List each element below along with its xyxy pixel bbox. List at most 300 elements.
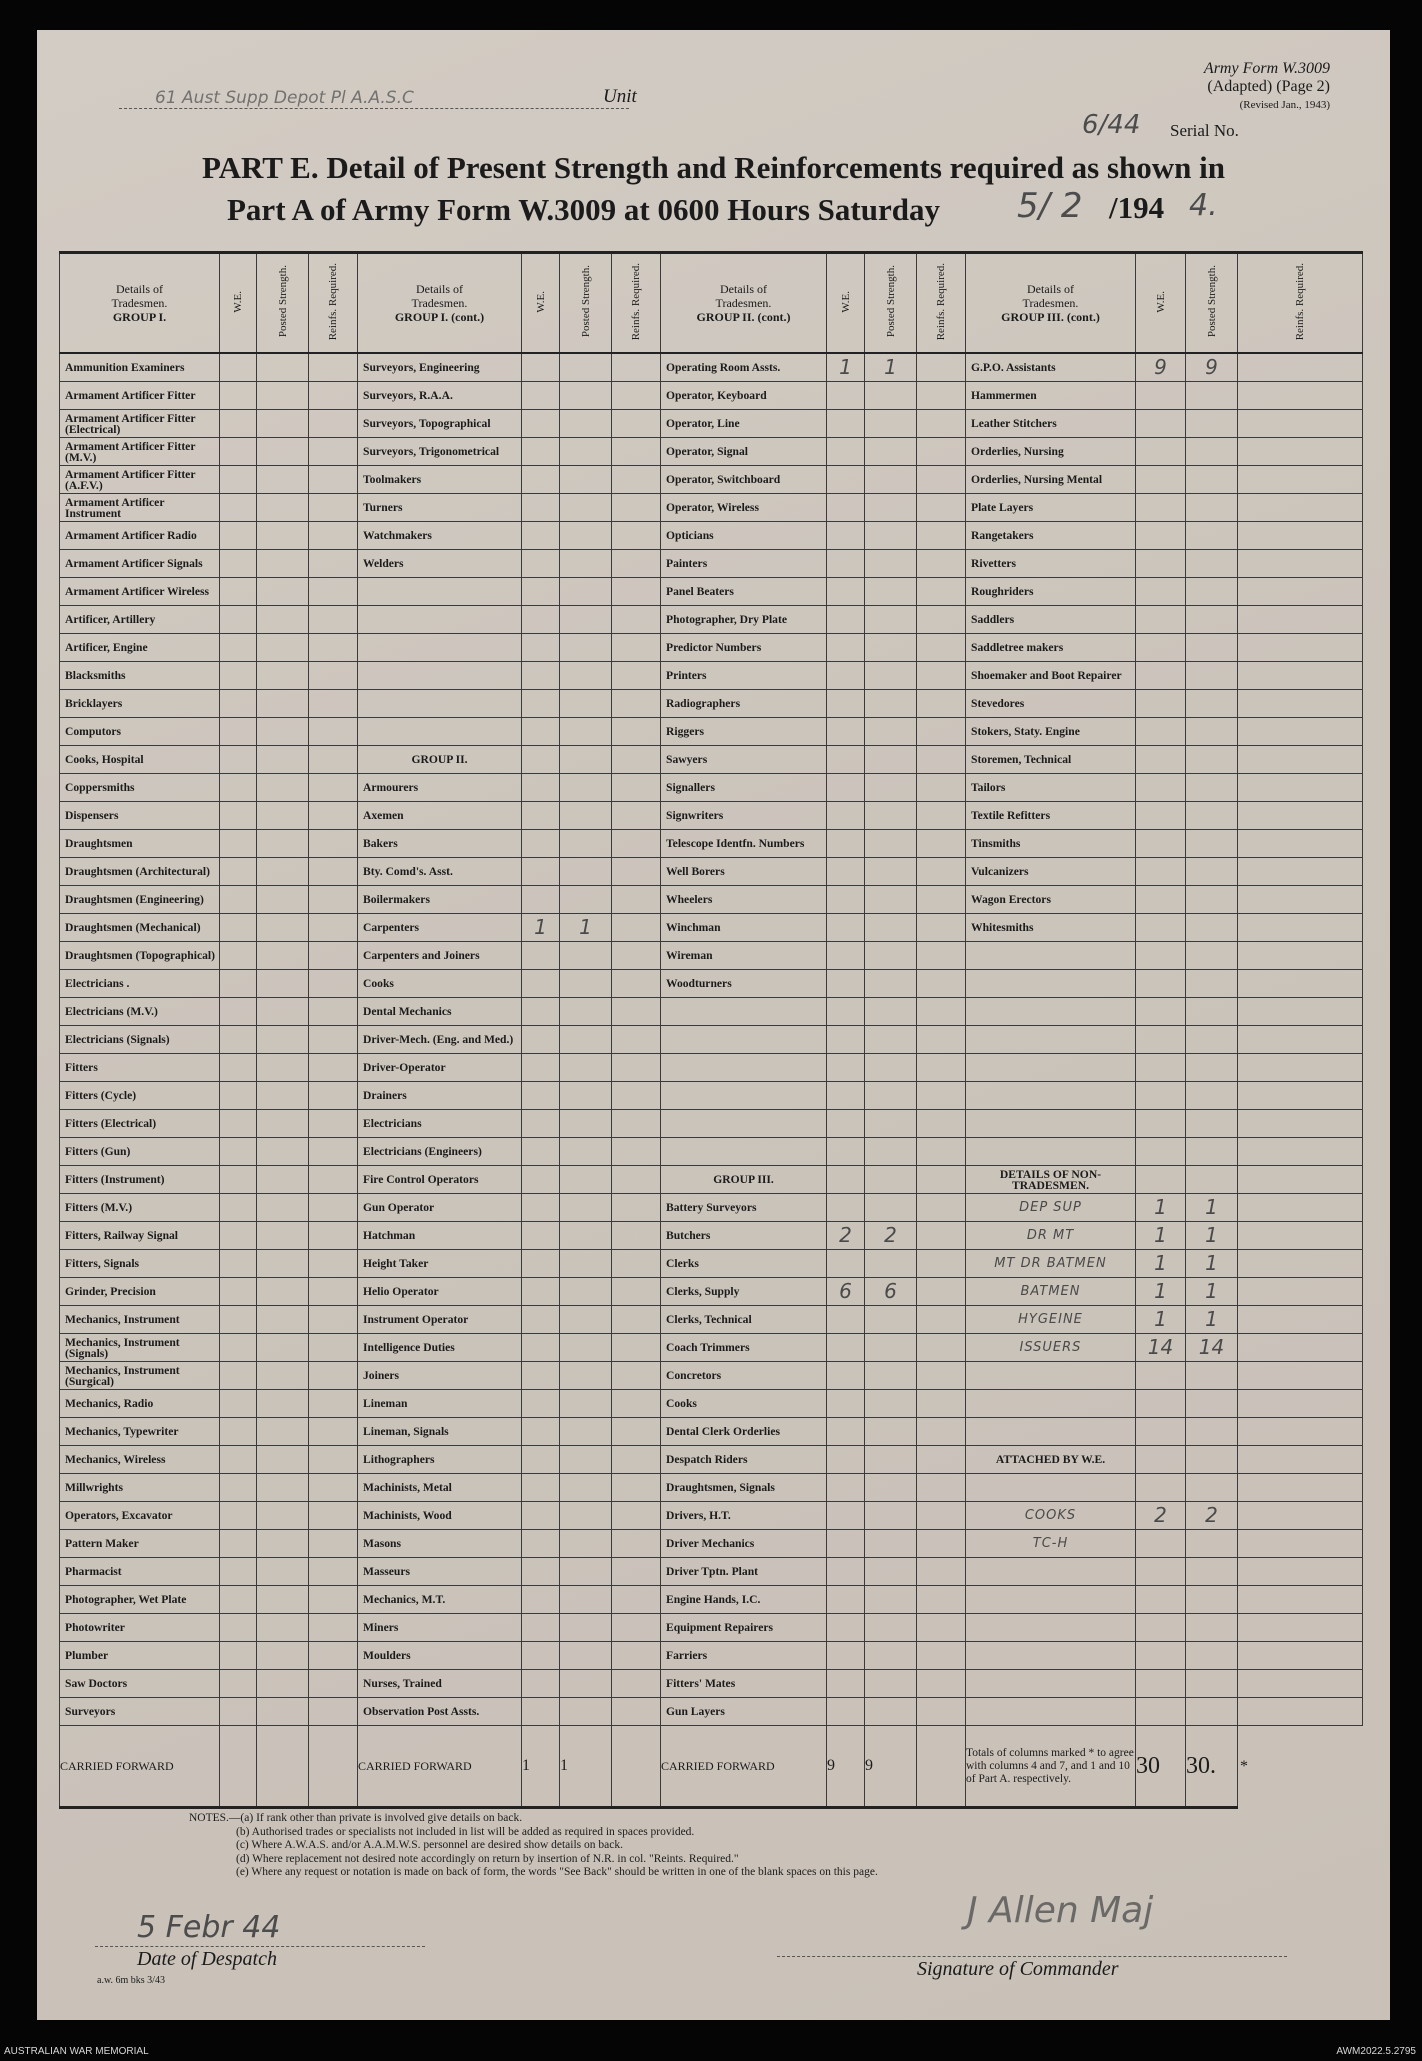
posted-cell: 1 — [1186, 1250, 1238, 1278]
print-code: a.w. 6m bks 3/43 — [97, 1975, 165, 1986]
posted-cell — [865, 1194, 917, 1222]
trade-name: Clerks, Technical — [661, 1306, 827, 1334]
we-cell — [827, 438, 865, 466]
trade-name: Millwrights — [60, 1474, 220, 1502]
posted-cell — [1186, 774, 1238, 802]
reinfs-cell — [917, 1642, 966, 1670]
notes-block — [189, 1812, 1289, 1880]
strength-table — [59, 251, 1363, 1809]
reinfs-cell — [612, 1446, 661, 1474]
trade-name: Clerks — [661, 1250, 827, 1278]
reinfs-cell — [1238, 1306, 1363, 1334]
trade-name: Welders — [358, 550, 522, 578]
table-row — [60, 1558, 1363, 1586]
we-cell: 1 — [1136, 1250, 1186, 1278]
posted-cell: 6 — [865, 1278, 917, 1306]
trade-name: Instrument Operator — [358, 1306, 522, 1334]
we-cell: 1 — [1136, 1278, 1186, 1306]
table-row — [60, 1362, 1363, 1390]
table-row — [60, 1614, 1363, 1642]
header-we: W.E. — [1136, 253, 1186, 354]
posted-cell — [257, 1698, 309, 1726]
reinfs-cell — [612, 466, 661, 494]
posted-cell — [560, 1026, 612, 1054]
reinfs-cell — [1238, 1054, 1363, 1082]
posted-cell — [865, 886, 917, 914]
posted-cell — [1186, 1474, 1238, 1502]
posted-cell — [560, 942, 612, 970]
we-cell — [220, 353, 257, 382]
reinfs-cell — [309, 830, 358, 858]
we-cell — [522, 1054, 560, 1082]
reinfs-cell — [1238, 830, 1363, 858]
we-cell — [220, 1586, 257, 1614]
reinfs-cell — [1238, 1166, 1363, 1194]
posted-cell — [257, 886, 309, 914]
posted-cell — [257, 1082, 309, 1110]
table-row — [60, 1110, 1363, 1138]
we-cell — [220, 1250, 257, 1278]
we-cell — [827, 1698, 865, 1726]
trade-name: Ammunition Examiners — [60, 353, 220, 382]
we-cell — [827, 802, 865, 830]
reinfs-cell — [612, 578, 661, 606]
trade-name: Artificer, Artillery — [60, 606, 220, 634]
posted-cell — [865, 1110, 917, 1138]
posted-cell — [865, 774, 917, 802]
reinfs-cell — [612, 1138, 661, 1166]
trade-name: Armament Artificer Signals — [60, 550, 220, 578]
posted-cell — [257, 1362, 309, 1390]
we-cell — [220, 1418, 257, 1446]
header-reinfs: Reinfs. Required. — [1238, 253, 1363, 354]
reinfs-cell — [612, 1194, 661, 1222]
posted-cell — [1186, 970, 1238, 998]
posted-cell — [560, 353, 612, 382]
we-cell — [827, 746, 865, 774]
we-cell — [1136, 382, 1186, 410]
trade-name: ISSUERS — [966, 1334, 1136, 1362]
trade-name: G.P.O. Assistants — [966, 353, 1136, 382]
posted-cell — [865, 606, 917, 634]
we-cell: 1 — [1136, 1306, 1186, 1334]
trade-name: Mechanics, M.T. — [358, 1586, 522, 1614]
posted-cell — [257, 802, 309, 830]
trade-name: Draughtsmen — [60, 830, 220, 858]
trade-name: Saddlers — [966, 606, 1136, 634]
reinfs-cell — [612, 886, 661, 914]
we-cell — [220, 1278, 257, 1306]
we-cell — [1136, 1362, 1186, 1390]
posted-cell — [560, 1306, 612, 1334]
reinfs-cell — [1238, 438, 1363, 466]
trade-name: Riggers — [661, 718, 827, 746]
posted-cell — [865, 494, 917, 522]
we-cell — [1136, 746, 1186, 774]
carried-forward-label: CARRIED FORWARD — [661, 1726, 827, 1808]
posted-cell — [865, 1166, 917, 1194]
posted-cell — [865, 1054, 917, 1082]
posted-cell — [865, 1026, 917, 1054]
trade-name: Toolmakers — [358, 466, 522, 494]
reinfs-cell — [917, 1166, 966, 1194]
we-cell: 1 — [1136, 1194, 1186, 1222]
we-cell: 6 — [827, 1278, 865, 1306]
table-row — [60, 1334, 1363, 1362]
posted-cell — [257, 1642, 309, 1670]
header-posted: Posted Strength. — [257, 253, 309, 354]
reinfs-cell — [612, 1418, 661, 1446]
we-cell — [522, 1446, 560, 1474]
we-cell — [1136, 774, 1186, 802]
reinfs-cell — [309, 1502, 358, 1530]
reinfs-cell — [1238, 1586, 1363, 1614]
reinfs-cell — [917, 1586, 966, 1614]
reinfs-cell — [917, 1250, 966, 1278]
table-row — [60, 438, 1363, 466]
table-row — [60, 1166, 1363, 1194]
we-cell — [1136, 438, 1186, 466]
table-row — [60, 1054, 1363, 1082]
reinfs-cell — [309, 1306, 358, 1334]
posted-cell — [865, 1334, 917, 1362]
reinfs-cell — [612, 1278, 661, 1306]
reinfs-cell — [1238, 494, 1363, 522]
reinfs-cell — [917, 746, 966, 774]
table-row — [60, 1502, 1363, 1530]
posted-cell — [560, 802, 612, 830]
reinfs-cell — [309, 1138, 358, 1166]
trade-name: Painters — [661, 550, 827, 578]
reinfs-cell — [612, 1642, 661, 1670]
we-cell — [827, 1614, 865, 1642]
reinfs-cell — [309, 1222, 358, 1250]
we-cell — [522, 1082, 560, 1110]
trade-name: Draughtsmen (Architectural) — [60, 858, 220, 886]
reinfs-cell — [917, 1278, 966, 1306]
trade-name: Blacksmiths — [60, 662, 220, 690]
table-row — [60, 410, 1363, 438]
posted-cell — [257, 998, 309, 1026]
posted-cell — [560, 1194, 612, 1222]
reinfs-cell — [1238, 970, 1363, 998]
reinfs-cell — [309, 942, 358, 970]
trade-name: Concretors — [661, 1362, 827, 1390]
trade-name: Turners — [358, 494, 522, 522]
we-cell — [522, 522, 560, 550]
posted-cell — [1186, 858, 1238, 886]
posted-cell — [257, 690, 309, 718]
posted-cell — [257, 466, 309, 494]
posted-cell — [560, 634, 612, 662]
reinfs-cell — [309, 1530, 358, 1558]
we-cell — [522, 382, 560, 410]
we-cell — [1136, 970, 1186, 998]
we-cell — [827, 578, 865, 606]
trade-name: Well Borers — [661, 858, 827, 886]
trade-name: Despatch Riders — [661, 1446, 827, 1474]
trade-name: Axemen — [358, 802, 522, 830]
we-cell — [522, 634, 560, 662]
posted-cell — [560, 494, 612, 522]
reinfs-cell — [309, 1614, 358, 1642]
trade-name: Orderlies, Nursing — [966, 438, 1136, 466]
we-cell — [522, 1390, 560, 1418]
trade-name: Drivers, H.T. — [661, 1502, 827, 1530]
we-cell — [522, 690, 560, 718]
posted-cell — [257, 353, 309, 382]
we-cell — [220, 718, 257, 746]
table-row — [60, 353, 1363, 382]
reinfs-cell — [917, 410, 966, 438]
trade-name: Leather Stitchers — [966, 410, 1136, 438]
we-cell — [220, 886, 257, 914]
reinfs-cell — [917, 1502, 966, 1530]
reinfs-cell — [1238, 1502, 1363, 1530]
we-cell — [220, 746, 257, 774]
trade-name: Shoemaker and Boot Repairer — [966, 662, 1136, 690]
reinfs-cell — [1238, 718, 1363, 746]
trade-name: Lineman, Signals — [358, 1418, 522, 1446]
we-cell — [220, 1334, 257, 1362]
posted-cell: 1 — [1186, 1194, 1238, 1222]
trade-name — [966, 1390, 1136, 1418]
table-row — [60, 1138, 1363, 1166]
posted-cell — [560, 774, 612, 802]
reinfs-cell — [309, 382, 358, 410]
trade-name: Electricians — [358, 1110, 522, 1138]
table-row — [60, 1390, 1363, 1418]
trade-name: Fitters (Cycle) — [60, 1082, 220, 1110]
trade-name: Plumber — [60, 1642, 220, 1670]
we-cell — [1136, 1166, 1186, 1194]
we-cell — [220, 1166, 257, 1194]
trade-name: Operator, Line — [661, 410, 827, 438]
we-cell — [522, 466, 560, 494]
we-cell — [522, 858, 560, 886]
reinfs-cell — [612, 690, 661, 718]
trade-name: COOKS — [966, 1502, 1136, 1530]
we-cell — [220, 1054, 257, 1082]
posted-cell — [257, 1474, 309, 1502]
reinfs-cell — [612, 998, 661, 1026]
trade-name: Armament Artificer Wireless — [60, 578, 220, 606]
we-cell — [827, 1670, 865, 1698]
posted-cell — [1186, 802, 1238, 830]
trade-name: Fitters (M.V.) — [60, 1194, 220, 1222]
trade-name: Woodturners — [661, 970, 827, 998]
we-cell — [522, 1222, 560, 1250]
we-cell — [1136, 550, 1186, 578]
we-cell — [522, 1334, 560, 1362]
reinfs-cell — [612, 606, 661, 634]
trade-name: Saddletree makers — [966, 634, 1136, 662]
posted-cell — [257, 1222, 309, 1250]
trade-name: Armament Artificer Fitter (Electrical) — [60, 410, 220, 438]
trade-name: Dental Mechanics — [358, 998, 522, 1026]
posted-cell: 14 — [1186, 1334, 1238, 1362]
trade-name: Photowriter — [60, 1614, 220, 1642]
we-cell — [220, 1530, 257, 1558]
posted-cell — [865, 382, 917, 410]
reinfs-cell — [612, 1698, 661, 1726]
reinfs-cell — [612, 830, 661, 858]
we-cell — [522, 1614, 560, 1642]
posted-cell — [257, 1558, 309, 1586]
reinfs-cell — [612, 1110, 661, 1138]
table-row — [60, 1642, 1363, 1670]
trade-name: Photographer, Wet Plate — [60, 1586, 220, 1614]
trade-name: Operator, Switchboard — [661, 466, 827, 494]
we-cell — [522, 1250, 560, 1278]
posted-cell — [560, 1614, 612, 1642]
trade-name: Bakers — [358, 830, 522, 858]
reinfs-cell — [917, 550, 966, 578]
posted-cell — [257, 1278, 309, 1306]
posted-cell — [560, 1390, 612, 1418]
we-cell — [827, 690, 865, 718]
trade-name: Printers — [661, 662, 827, 690]
table-row — [60, 662, 1363, 690]
note-line: (c) Where A.W.A.S. and/or A.A.M.W.S. personnel are desired show details on back. — [236, 1839, 623, 1851]
reinfs-cell — [1238, 1418, 1363, 1446]
posted-cell — [1186, 550, 1238, 578]
trade-name: Fitters, Signals — [60, 1250, 220, 1278]
trade-name: Masseurs — [358, 1558, 522, 1586]
trade-name: Fitters, Railway Signal — [60, 1222, 220, 1250]
we-cell — [522, 1138, 560, 1166]
posted-cell — [257, 1026, 309, 1054]
header-reinfs: Reinfs. Required. — [917, 253, 966, 354]
trade-name: Plate Layers — [966, 494, 1136, 522]
reinfs-cell — [612, 914, 661, 942]
reinfs-cell — [917, 970, 966, 998]
reinfs-cell — [917, 914, 966, 942]
we-cell — [1136, 606, 1186, 634]
trade-name: Observation Post Assts. — [358, 1698, 522, 1726]
reinfs-cell — [917, 942, 966, 970]
reinfs-cell — [917, 690, 966, 718]
signature-label: Signature of Commander — [917, 1958, 1119, 1980]
posted-cell — [1186, 606, 1238, 634]
reinfs-cell — [1238, 1278, 1363, 1306]
posted-cell — [865, 1558, 917, 1586]
reinfs-cell — [612, 550, 661, 578]
trade-name: Lithographers — [358, 1446, 522, 1474]
posted-cell — [560, 1586, 612, 1614]
we-cell — [522, 1698, 560, 1726]
reinfs-cell — [917, 382, 966, 410]
reinfs-cell — [309, 1670, 358, 1698]
reinfs-cell — [309, 1110, 358, 1138]
posted-cell — [257, 1250, 309, 1278]
trade-name: Tailors — [966, 774, 1136, 802]
reinfs-cell — [309, 634, 358, 662]
trade-name — [966, 1026, 1136, 1054]
posted-cell — [560, 746, 612, 774]
trade-name — [966, 942, 1136, 970]
serial-label: Serial No. — [1170, 121, 1239, 140]
reinfs-cell — [1238, 774, 1363, 802]
we-cell — [522, 578, 560, 606]
trade-name: Armament Artificer Fitter (M.V.) — [60, 438, 220, 466]
we-cell — [522, 662, 560, 690]
posted-cell — [560, 438, 612, 466]
table-row — [60, 1222, 1363, 1250]
we-cell — [827, 1474, 865, 1502]
reinfs-cell — [917, 1082, 966, 1110]
posted-cell — [560, 522, 612, 550]
we-cell — [827, 1082, 865, 1110]
we-cell — [827, 1502, 865, 1530]
we-cell — [522, 886, 560, 914]
posted-cell — [1186, 830, 1238, 858]
reinfs-cell — [309, 1250, 358, 1278]
posted-cell — [560, 550, 612, 578]
reinfs-cell — [917, 353, 966, 382]
we-cell: 1 — [827, 353, 865, 382]
reinfs-cell — [1238, 858, 1363, 886]
reinfs-cell — [917, 1698, 966, 1726]
trade-name: Bty. Comd's. Asst. — [358, 858, 522, 886]
posted-cell — [560, 606, 612, 634]
we-cell — [827, 1390, 865, 1418]
we-cell — [827, 1250, 865, 1278]
posted-cell — [865, 858, 917, 886]
table-row — [60, 858, 1363, 886]
table-row — [60, 718, 1363, 746]
posted-cell — [1186, 1698, 1238, 1726]
reinfs-cell — [612, 353, 661, 382]
trade-name: Predictor Numbers — [661, 634, 827, 662]
posted-cell — [865, 970, 917, 998]
we-cell — [220, 606, 257, 634]
trade-name: Armament Artificer Instrument — [60, 494, 220, 522]
posted-cell: 2 — [865, 1222, 917, 1250]
trade-name: Stevedores — [966, 690, 1136, 718]
posted-cell — [560, 858, 612, 886]
trade-name: Butchers — [661, 1222, 827, 1250]
we-cell — [522, 1558, 560, 1586]
reinfs-cell — [1238, 466, 1363, 494]
posted-cell — [865, 746, 917, 774]
posted-cell — [257, 606, 309, 634]
title-line-2: Part A of Army Form W.3009 at 0600 Hours Saturday — [227, 192, 940, 227]
reinfs-cell — [309, 1194, 358, 1222]
we-cell — [827, 1446, 865, 1474]
trade-name: Boilermakers — [358, 886, 522, 914]
trade-name: Coppersmiths — [60, 774, 220, 802]
posted-cell — [865, 690, 917, 718]
trade-name: Machinists, Metal — [358, 1474, 522, 1502]
trade-name: MT DR BATMEN — [966, 1250, 1136, 1278]
trade-name: Wagon Erectors — [966, 886, 1136, 914]
reinfs-cell — [612, 410, 661, 438]
trade-name: Gun Layers — [661, 1698, 827, 1726]
posted-cell — [257, 578, 309, 606]
we-cell — [220, 690, 257, 718]
trade-name: Armament Artificer Fitter — [60, 382, 220, 410]
commander-signature: J Allen Maj — [967, 1890, 1154, 1931]
trade-name: Intelligence Duties — [358, 1334, 522, 1362]
reinfs-cell — [309, 1642, 358, 1670]
trade-name: Photographer, Dry Plate — [661, 606, 827, 634]
reinfs-cell — [1238, 1530, 1363, 1558]
posted-cell — [560, 1138, 612, 1166]
posted-cell — [257, 1614, 309, 1642]
totals-star: * — [1240, 1757, 1248, 1775]
we-cell: 14 — [1136, 1334, 1186, 1362]
